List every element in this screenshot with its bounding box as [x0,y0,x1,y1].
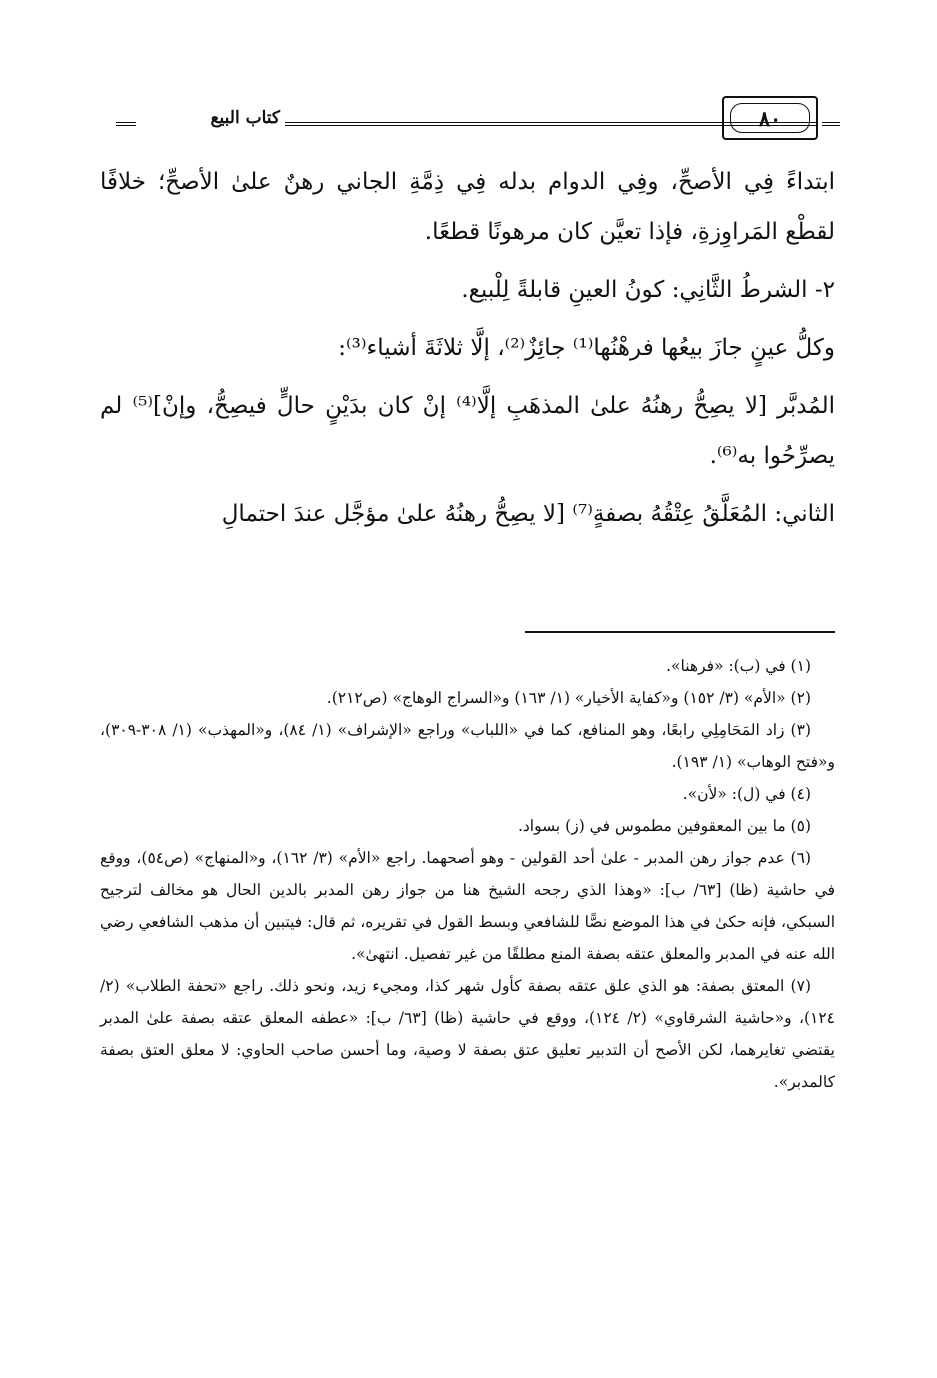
footnote: (٢) «الأم» (٣/ ١٥٢) و«كفاية الأخيار» (١/ ١٦٣) و«السراج الوهاج» (ص٢١٢). [326,689,811,707]
footnote: (٣) زاد المَحَامِلِي رابعًا، وهو المنافع، كما في «اللباب» وراجع «الإشراف» (١/ ٨٤)، و«المهذب» (١/ ٣٠٨-٣٠٩)، و«فتح الوهاب» (١/ ١٩٣). [100,721,835,771]
footnote: (١) في (ب): «فرهنا». [666,657,811,675]
footnote: (٦) عدم جواز رهن المدبر - علىٰ أحد القولين - وهو أصحهما. راجع «الأم» (٣/ ١٦٢)، و«المنهاج» (ص٥٤)، ووقع في حاشية (ظا) [٦٣/ ب]: «وهذا الذي رجحه الشيخ هنا من جواز رهن المدبر بالدين الحال هو مخالف لترجيح السبكي، فإنه حكىٰ في هذا الموضع نصًّا للشافعي وبسط القول في تقريره، ثم قال: فيتبين أن مذهب الشافعي رضي الله عنه في المدبر والمعلق عتقه بصفة المنع مطلقًا من غير تفصيل. انتهىٰ». [100,849,835,963]
running-title: كتاب البيع [210,108,280,128]
paragraph: ٢- الشرطُ الثَّانِي: كونُ العينِ قابلةً لِلْبيع. [461,277,835,303]
paragraph: الثاني: المُعَلَّقُ عِتْقُهُ بصفةٍ⁽⁷⁾ [لا يصِحُّ رهنُهُ علىٰ مؤجَّل عندَ احتمالِ [221,501,835,527]
page-number-frame [722,96,818,140]
footnote: (٤) في (ل): «لأن». [682,785,811,803]
page-number: ٨٠ [758,105,782,131]
paragraph: المُدبَّر [لا يصِحُّ رهنُهُ علىٰ المذهَبِ إلَّا⁽⁴⁾ إنْ كان بدَيْنٍ حالٍّ فيصِحُّ، وإنْ]⁽⁵⁾ لم يصرِّحُوا به⁽⁶⁾. [100,393,835,469]
paragraph: ابتداءً فِي الأصحِّ، وفِي الدوام بدله فِي ذِمَّةِ الجاني رهنٌ علىٰ الأصحِّ؛ خلافًا لقطْع المَراوِزةِ، فإذا تعيَّن كان مرهونًا قطعًا. [100,169,835,245]
main-text [100,157,835,547]
paragraph: وكلُّ عينٍ جازَ بيعُها فرهْنُها⁽¹⁾ جائِزٌ⁽²⁾، إلَّا ثلاثَةَ أشياء⁽³⁾: [338,335,835,361]
header-rule-left [116,122,136,126]
footnotes [100,650,835,1098]
page-header [110,92,840,142]
footnote: (٧) المعتق بصفة: هو الذي علق عتقه بصفة كأول شهر كذا، ومجيء زيد، ونحو ذلك. راجع «تحفة الطلاب» (٢/ ١٢٤)، و«حاشية الشرقاوي» (٢/ ١٢٤)، ووقع في حاشية (ظا) [٦٣/ ب]: «عطفه المعلق عتقه بصفة علىٰ المدبر يقتضي تغايرهما، لكن الأصح أن التدبير تعليق عتق بصفة لا وصية، وما أحسن صاحب الحاوي: لا معلق العتق بصفة كالمدبر». [100,977,835,1091]
page-number-inner-frame [730,103,810,133]
header-rule-right [822,122,840,126]
footnote: (٥) ما بين المعقوفين مطموس في (ز) بسواد. [517,817,811,835]
footnote-separator [525,631,835,633]
